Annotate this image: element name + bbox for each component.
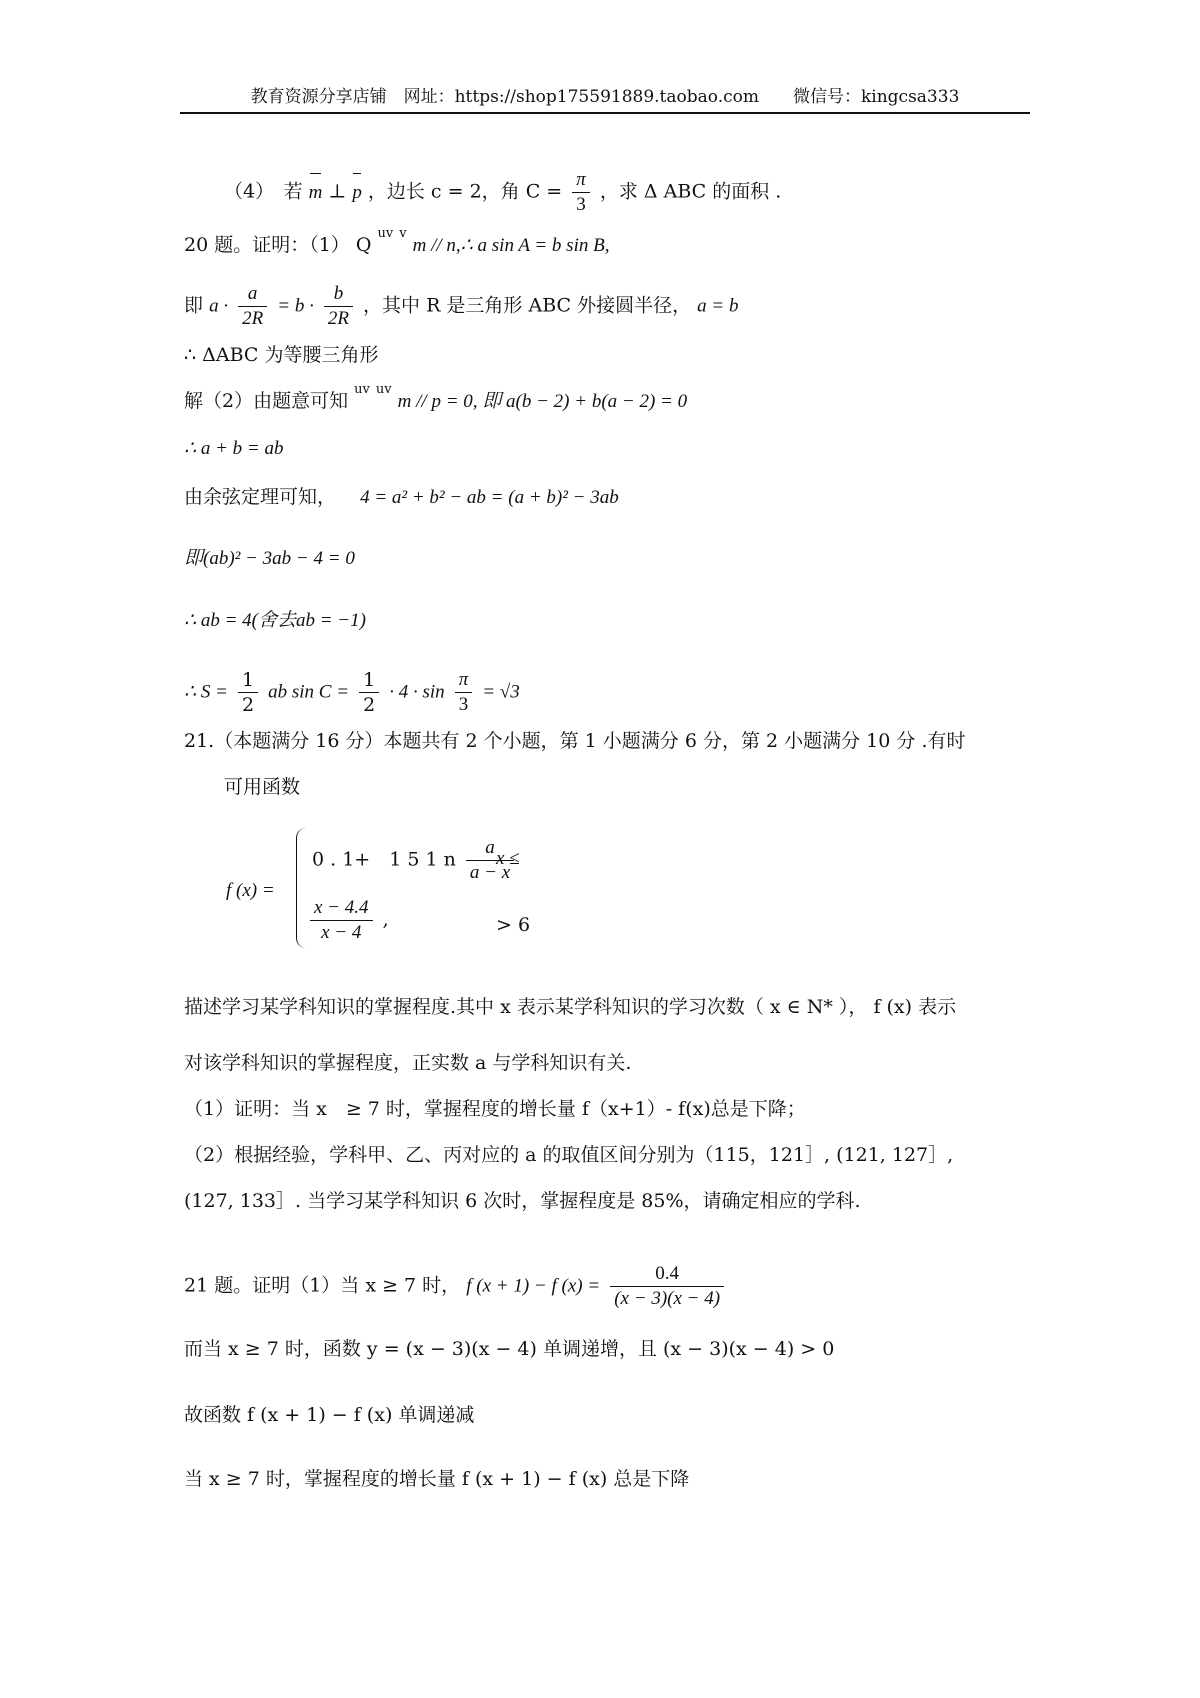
denominator: a − x <box>469 862 511 883</box>
math: f (x + 1) − f (x) = <box>466 1275 601 1297</box>
denominator: 2 <box>363 694 376 716</box>
text: 0 . 1+ 1 5 1 n <box>312 848 456 871</box>
text: 解（2）由题意可知 <box>184 390 349 412</box>
fraction-x-4.4 <box>310 896 373 945</box>
q20-solution-2 <box>184 382 1050 417</box>
q21-proof-1 <box>184 1262 1050 1311</box>
numerator: b <box>324 282 353 307</box>
q20-proof-2 <box>184 282 1050 331</box>
denominator: 2R <box>327 308 349 329</box>
equation: 4 = a² + b² − ab = (a + b)² − 3ab <box>360 487 619 508</box>
q21-statement: 21.（本题满分 16 分）本题共有 2 个小题，第 1 小题满分 6 分，第 2 小题满分 10 分 .有时 <box>184 730 966 752</box>
text: 21 题。证明（1）当 x ≥ 7 时， <box>184 1274 461 1297</box>
denominator: 3 <box>576 194 586 215</box>
piecewise-cond-2: > 6 <box>496 914 531 936</box>
fraction-b-2r <box>324 282 353 331</box>
denominator: (x − 3)(x − 4) <box>614 1288 721 1309</box>
equation: m // n,∴ a sin A = b sin B, <box>412 235 610 256</box>
numerator: π <box>455 668 473 693</box>
vector-m: m <box>309 180 323 206</box>
text: ，求 Δ ABC 的面积 . <box>599 180 782 203</box>
q21-proof-2: 而当 x ≥ 7 时，函数 y = (x − 3)(x − 4) 单调递增，且 (x − 3)(x − 4) > 0 <box>184 1338 835 1360</box>
fraction-pi-3 <box>572 168 590 217</box>
fraction-half <box>238 668 258 717</box>
q20-proof-1 <box>184 226 1050 261</box>
piecewise-lhs: f (x) = <box>226 880 275 901</box>
text: 由余弦定理可知， <box>184 486 337 508</box>
comma: , <box>382 908 389 931</box>
text: 20 题。证明：（1） <box>184 234 350 256</box>
fraction-pi-3 <box>455 668 473 717</box>
cosine-law-line <box>184 484 1050 511</box>
text: 即 <box>184 294 204 317</box>
numerator: x − 4.4 <box>310 896 373 921</box>
denominator: 2 <box>241 694 255 716</box>
math: a · <box>209 295 229 317</box>
vector-mark: v <box>399 226 407 241</box>
q21-part-2-cont: (127, 133］. 当学习某学科知识 6 次时，掌握程度是 85%，请确定相应的学科. <box>184 1190 861 1212</box>
vector-mark: uv <box>375 382 392 397</box>
numerator: 1 <box>359 668 379 693</box>
q21-desc-1: 描述学习某学科知识的掌握程度.其中 x 表示某学科知识的学习次数（ x ∈ N* ）， f (x) 表示 <box>184 996 957 1018</box>
fraction-a-2r <box>238 282 267 331</box>
equation-sum: ∴ a + b = ab <box>184 438 284 459</box>
denominator: x − 4 <box>321 922 362 943</box>
math: ab sin C = <box>268 681 350 703</box>
equation: m // p = 0, 即 a(b − 2) + b(a − 2) = 0 <box>397 391 688 412</box>
math: a = b <box>697 295 739 317</box>
vector-p: p <box>352 180 362 206</box>
equation-ab: ∴ ab = 4(舍去ab = −1) <box>184 610 366 631</box>
q21-proof-4: 当 x ≥ 7 时，掌握程度的增长量 f (x + 1) − f (x) 总是下降 <box>184 1468 690 1490</box>
numerator: a <box>466 836 514 861</box>
numerator: 0.4 <box>610 1262 724 1287</box>
q21-statement-cont: 可用函数 <box>224 776 301 798</box>
text: （4） 若 <box>224 180 303 203</box>
q20-conclusion: ∴ ΔABC 为等腰三角形 <box>184 344 379 366</box>
math: ∴ S = <box>184 681 228 703</box>
math: = b · <box>277 295 314 317</box>
numerator: 1 <box>238 668 258 693</box>
denominator: 2R <box>242 308 264 329</box>
q21-part-2: （2）根据经验，学科甲、乙、丙对应的 a 的取值区间分别为（115，121］, (121, 127］, <box>184 1144 954 1166</box>
page-header: 教育资源分享店铺 网址：https://shop175591889.taobao.com 微信号：kingcsa333 <box>180 84 1030 114</box>
equation-quadratic: 即(ab)² − 3ab − 4 = 0 <box>184 548 355 569</box>
problem-4-line <box>224 168 1050 217</box>
perp-symbol: ⊥ <box>328 180 347 203</box>
vector-mark: uv <box>377 226 394 241</box>
piecewise-cond-1: x ≤ <box>496 848 520 869</box>
q21-part-1: （1）证明：当 x ≥ 7 时，掌握程度的增长量 f（x+1）- f(x)总是下降； <box>184 1098 806 1120</box>
text: ，边长 c = 2，角 C = <box>367 180 563 203</box>
q21-desc-2: 对该学科知识的掌握程度，正实数 a 与学科知识有关. <box>184 1052 632 1074</box>
denominator: 3 <box>458 694 469 715</box>
vector-mark: uv <box>354 382 370 397</box>
numerator: π <box>572 168 590 193</box>
area-equation <box>184 668 1050 717</box>
math: · 4 · sin <box>389 681 445 703</box>
q-symbol: Q <box>355 234 372 256</box>
math: = √3 <box>482 681 520 703</box>
text: ，其中 R 是三角形 ABC 外接圆半径， <box>363 294 692 317</box>
q21-proof-3: 故函数 f (x + 1) − f (x) 单调递减 <box>184 1404 475 1426</box>
numerator: a <box>238 282 267 307</box>
fraction-growth <box>610 1262 724 1311</box>
fraction-half <box>359 668 379 717</box>
